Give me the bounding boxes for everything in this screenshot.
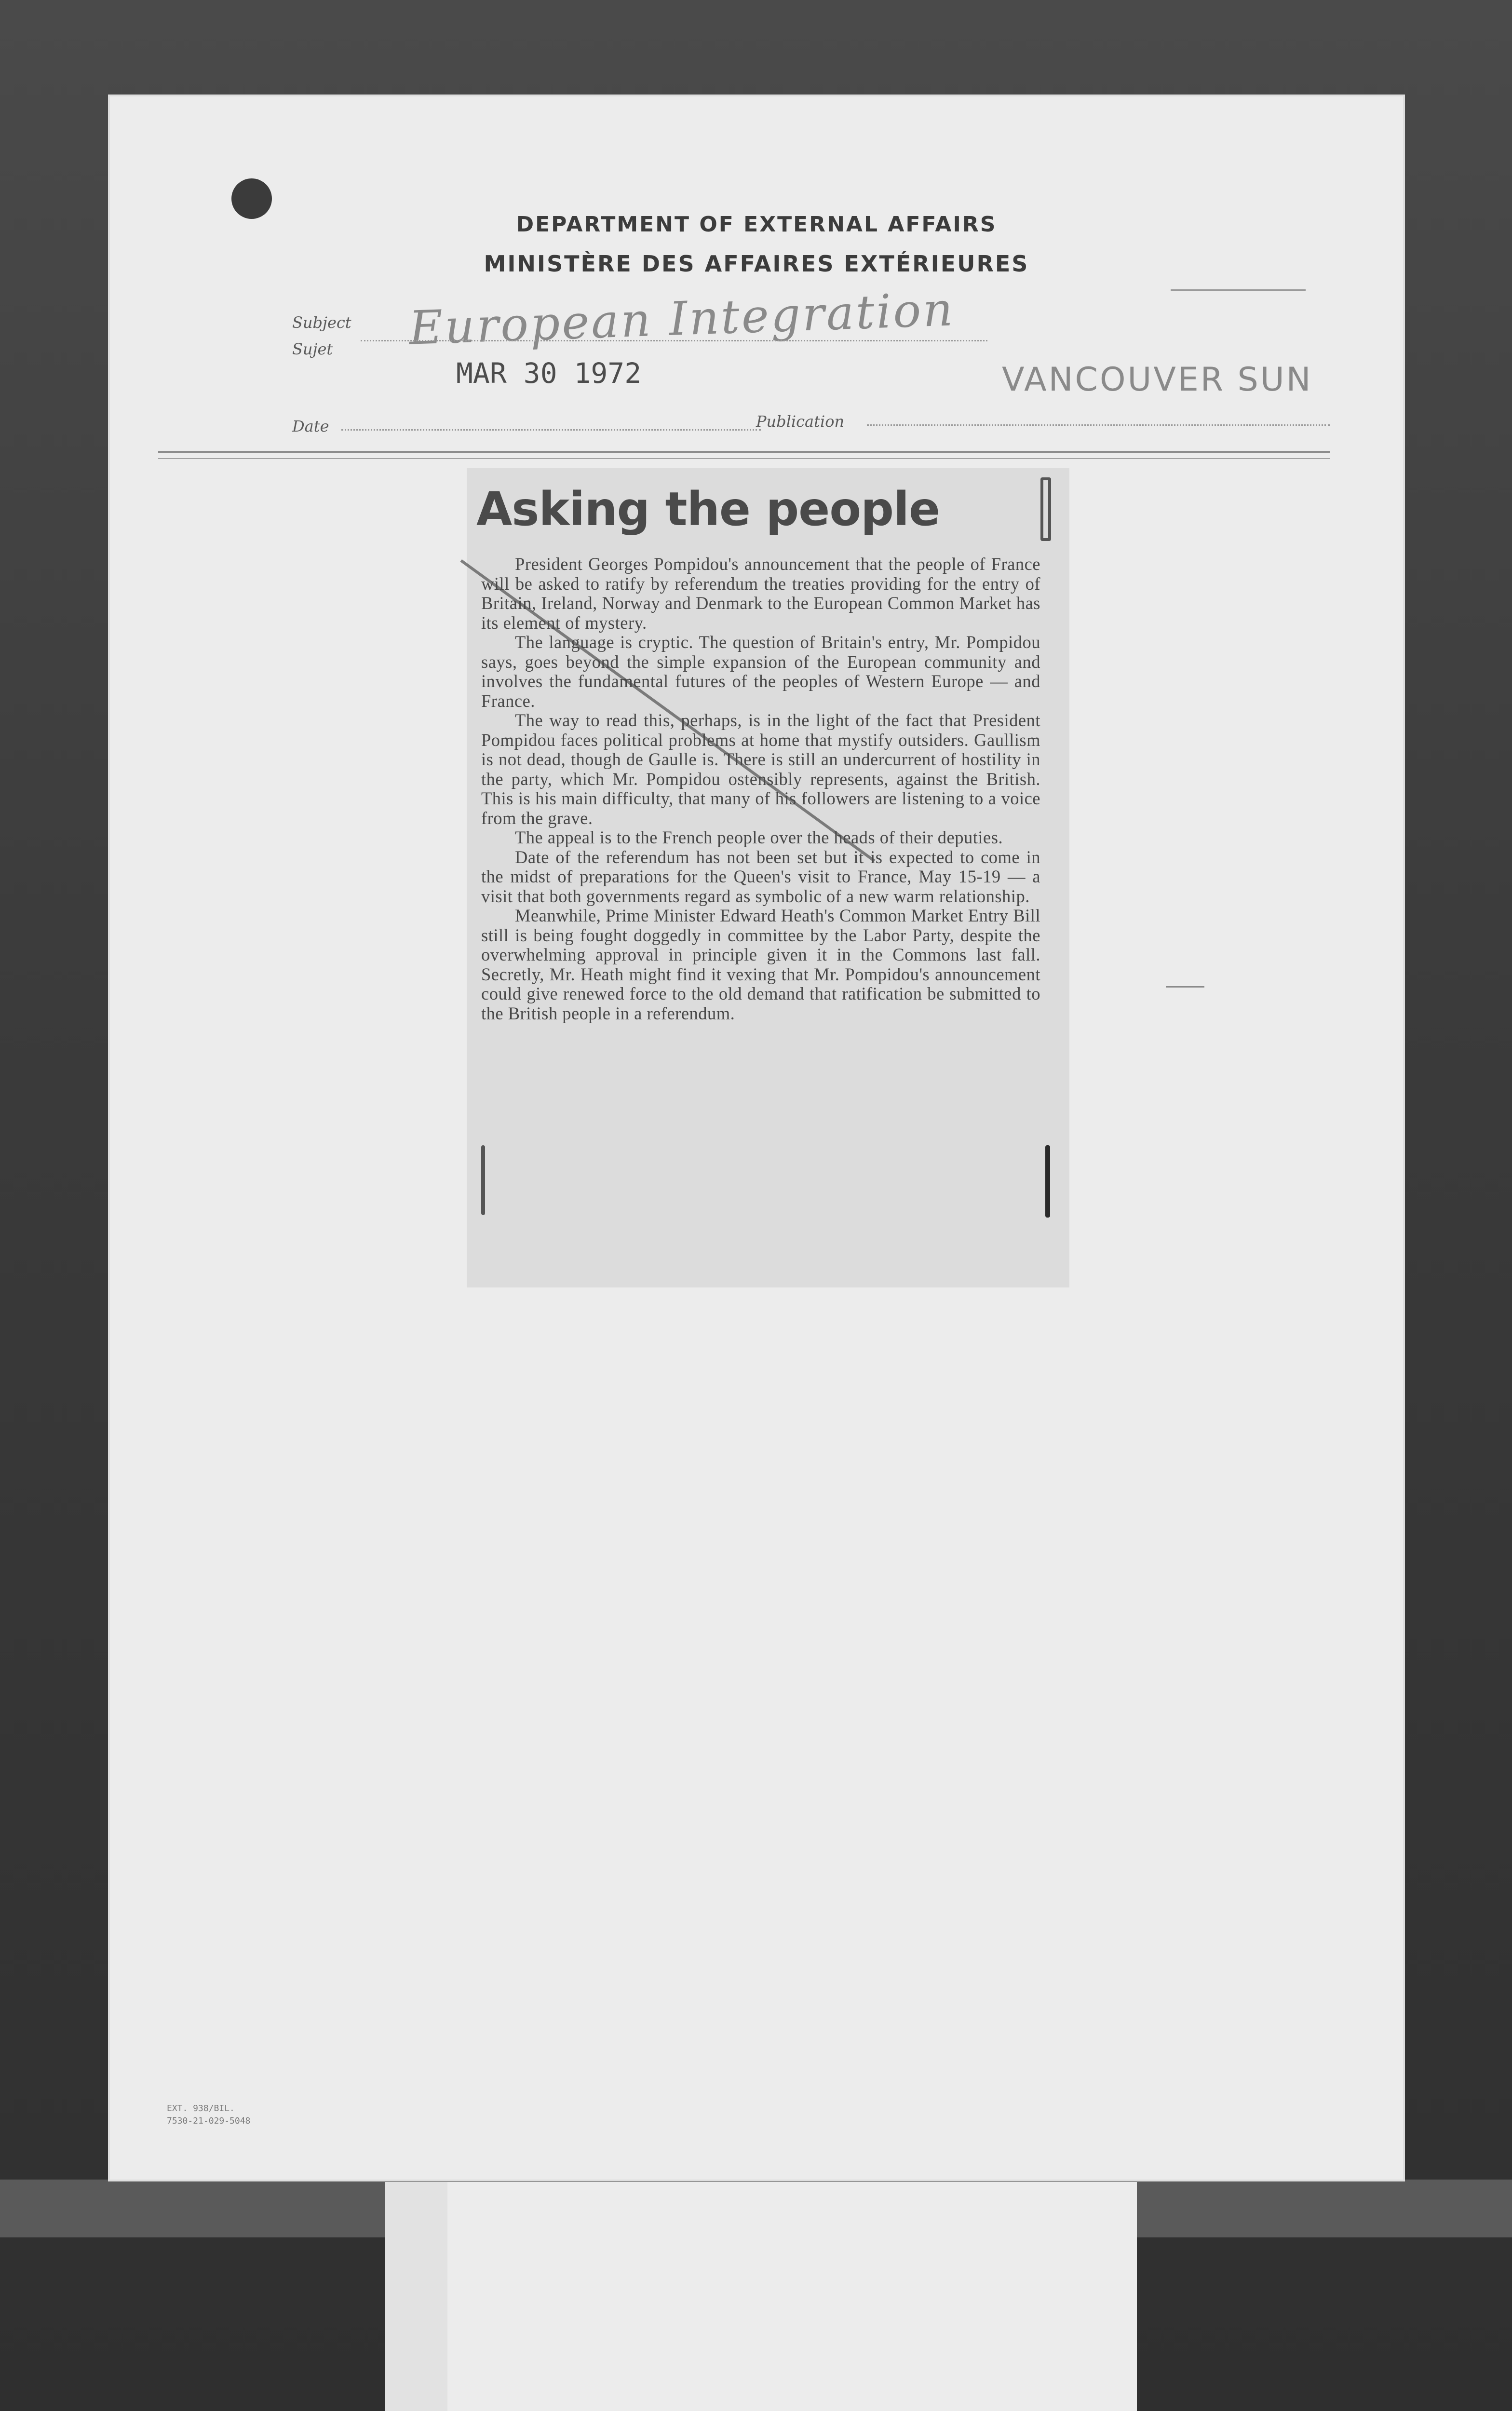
date-line <box>341 429 761 431</box>
subject-line-right <box>1171 289 1306 291</box>
subject-label: Subject <box>292 313 351 332</box>
publication-label: Publication <box>756 412 845 431</box>
header-rule-thin <box>158 458 1330 459</box>
sujet-label: Sujet <box>292 340 333 358</box>
publication-stamp: VANCOUVER SUN <box>1002 361 1313 399</box>
article-paragraph: The language is cryptic. The question of Britain's entry, Mr. Pompidou says, goes beyond the simple expansion of the European community and involves the fundamental futures of the peoples of Western Europe — and France. <box>481 632 1040 711</box>
bracket-mark-left <box>481 1145 485 1215</box>
subject-handwritten-value: European Integration <box>408 282 956 355</box>
publication-line <box>867 424 1330 426</box>
bracket-mark-top <box>1040 477 1051 541</box>
form-code-line: EXT. 938/BIL. <box>167 2103 235 2113</box>
bracket-mark-right <box>1045 1145 1050 1218</box>
next-card-edge <box>385 2182 1137 2411</box>
date-label: Date <box>292 417 329 435</box>
header-rule <box>158 451 1330 453</box>
department-name-en: DEPARTMENT OF EXTERNAL AFFAIRS <box>516 212 997 237</box>
article-paragraph: President Georges Pompidou's announcement that the people of France will be asked to ratify by referendum the treaties providing for the entry of Britain, Ireland, Norway and Denmark to the European Common Market has its element of mystery. <box>481 554 1040 633</box>
article-paragraph: The way to read this, perhaps, is in the light of the fact that President Pompidou faces political problems at home that mystify outsiders. Gaullism is not dead, though de Gaulle is. There is still an undercurrent of hostility in the party, which Mr. Pompidou ostensibly represents, against the British. This is his main difficulty, that many of his followers are listening to a voice from the grave. <box>481 710 1040 828</box>
subject-line <box>361 340 987 341</box>
punch-hole <box>231 178 272 219</box>
article-body <box>481 555 1040 1023</box>
article-headline: Asking the people <box>476 482 940 536</box>
article-paragraph: The appeal is to the French people over the heads of their deputies. <box>515 827 1003 847</box>
form-code-line: 7530-21-029-5048 <box>167 2116 251 2126</box>
clipping-form-sheet <box>110 96 1403 2180</box>
article-paragraph: Meanwhile, Prime Minister Edward Heath's Common Market Entry Bill still is being fought doggedly in committee by the Labor Party, despite the overwhelming approval in principle given it in the Commons last fall. Secretly, Mr. Heath might find it vexing that Mr. Pompidou's announcement could give renewed force to the old demand that ratification be submitted to the British people in a referendum. <box>481 906 1040 1023</box>
margin-dash <box>1166 986 1204 988</box>
card-strip <box>385 2182 447 2411</box>
newspaper-clipping <box>467 468 1069 1287</box>
department-name-fr: MINISTÈRE DES AFFAIRES EXTÉRIEURES <box>484 251 1029 277</box>
article-paragraph: Date of the referendum has not been set but it is expected to come in the midst of preparations for the Queen's visit to France, May 15-19 — a visit that both governments regard as symbolic of a new warm relationship. <box>481 847 1040 906</box>
form-code <box>167 2102 250 2127</box>
date-stamp: MAR 30 1972 <box>456 357 642 390</box>
